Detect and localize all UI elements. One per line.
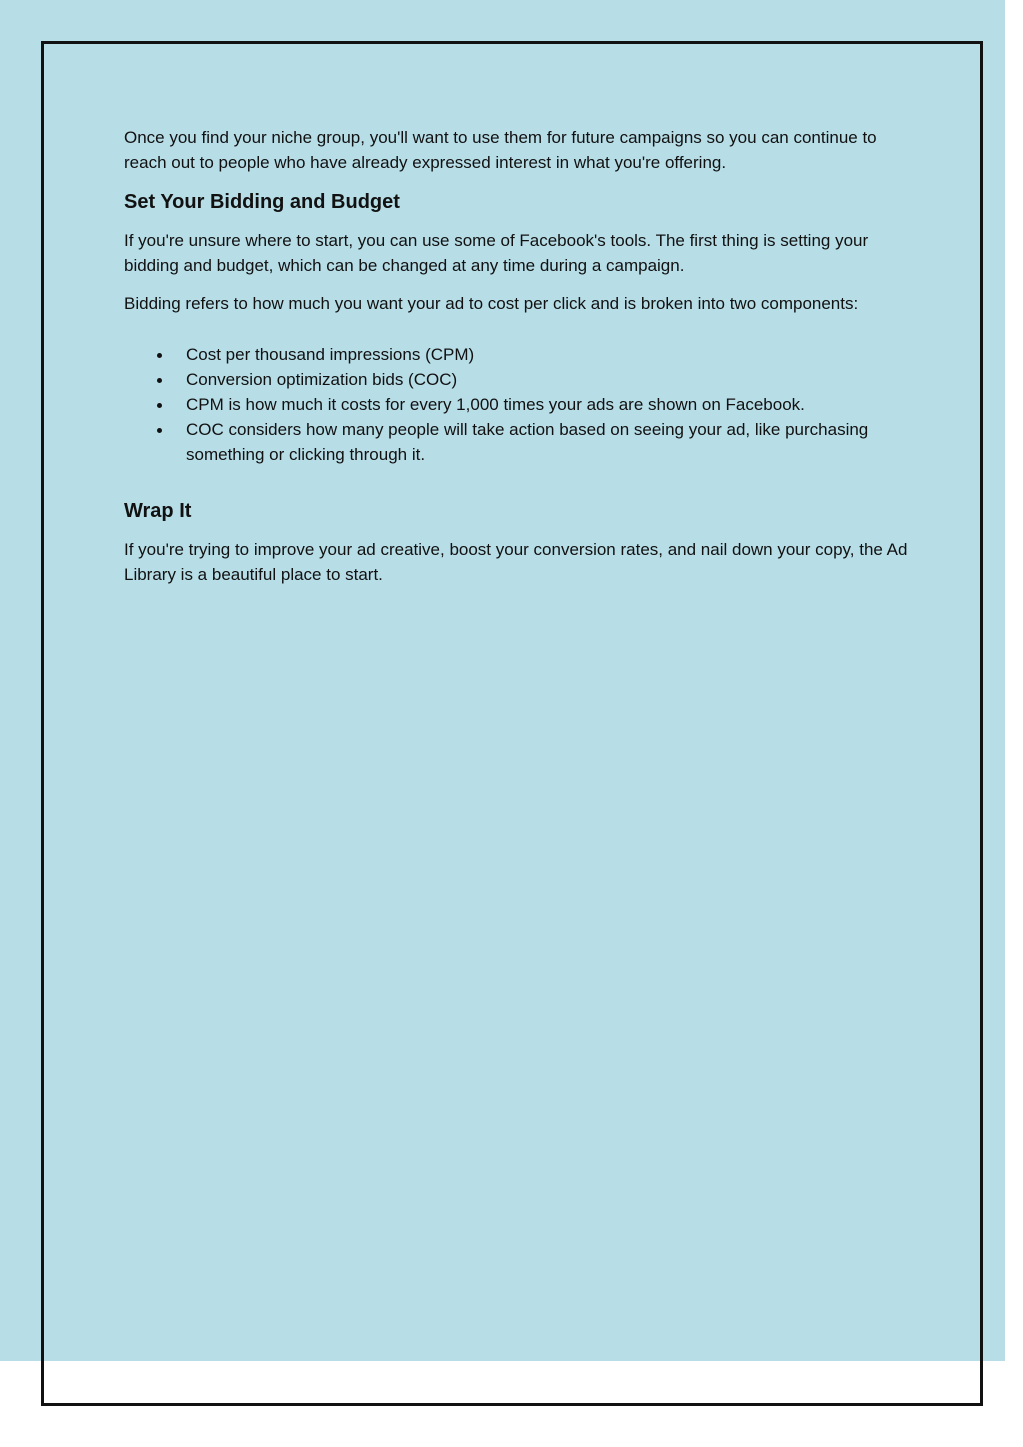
bullet-item: [124, 367, 914, 392]
bullet-text: COC considers how many people will take action based on seeing your ad, like purchasing something or clicking through it.: [186, 420, 869, 464]
bullet-dot-icon: [157, 353, 162, 358]
bullet-dot-icon: [157, 403, 162, 408]
bidding-paragraph-2: Bidding refers to how much you want your ad to cost per click and is broken into two components:: [124, 294, 859, 313]
bullet-item: [124, 417, 914, 467]
document-body: [124, 125, 914, 600]
heading-set-bidding-budget: Set Your Bidding and Budget: [124, 191, 400, 213]
bullet-text: Cost per thousand impressions (CPM): [186, 345, 475, 364]
wrap-paragraph: If you're trying to improve your ad creative, boost your conversion rates, and nail down your copy, the Ad Library is a beautiful place to start.: [124, 540, 908, 584]
bullet-dot-icon: [157, 378, 162, 383]
bullet-item: [124, 342, 914, 367]
bullet-text: Conversion optimization bids (COC): [186, 370, 458, 389]
bullet-dot-icon: [157, 428, 162, 433]
bidding-paragraph-1: If you're unsure where to start, you can use some of Facebook's tools. The first thing is setting your bidding and budget, which can be changed at any time during a campaign.: [124, 231, 869, 275]
bullet-text: CPM is how much it costs for every 1,000 times your ads are shown on Facebook.: [186, 395, 805, 414]
bullet-item: [124, 392, 914, 417]
bidding-bullet-list: [124, 342, 914, 467]
intro-paragraph: Once you find your niche group, you'll want to use them for future campaigns so you can continue to reach out to people who have already expressed interest in what you're offering.: [124, 128, 877, 172]
heading-wrap-it: Wrap It: [124, 500, 192, 522]
